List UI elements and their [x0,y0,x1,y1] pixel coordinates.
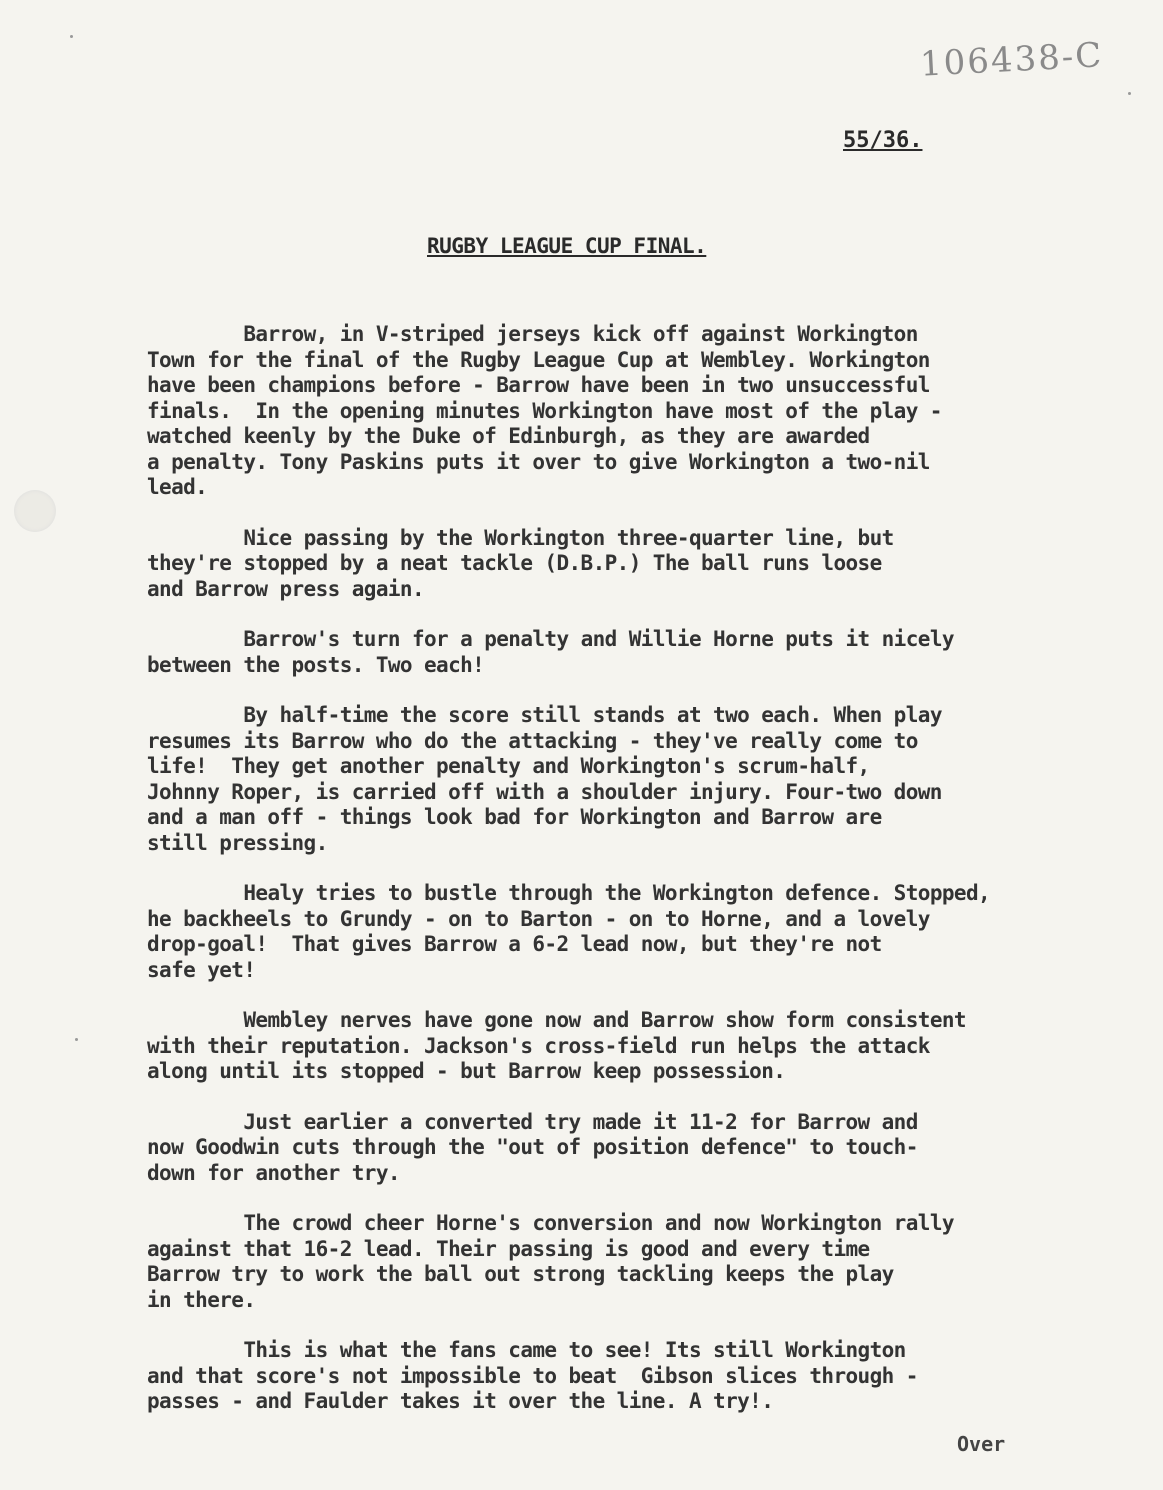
paragraph: Barrow's turn for a penalty and Willie Horne puts it nicely between the posts. Two each! [147,627,954,677]
paragraph: Healy tries to bustle through the Workington defence. Stopped, he backheels to Grundy - on to Barton - on to Horne, and a lovely drop-goal! That gives Barrow a 6-2 lead now, but they're not safe yet! [147,881,991,982]
punch-hole [14,490,56,532]
paragraph: Just earlier a converted try made it 11-2 for Barrow and now Goodwin cuts through the "out of position defence" to touch- down for another try. [147,1109,918,1185]
handwritten-reference: 106438-C [919,35,1105,85]
document-title: RUGBY LEAGUE CUP FINAL. [427,234,707,258]
reference-number: 55/36. [843,128,923,153]
paragraph: This is what the fans came to see! Its still Workington and that score's not impossible to beat Gibson slices through - passes - and Faulder takes it over the line. A try!. [147,1338,918,1413]
paragraph: The crowd cheer Horne's conversion and now Workington rally against that 16-2 lead. Their passing is good and every time Barrow try to work the ball out strong tackling keeps the play in there. [147,1211,954,1312]
speck [75,1038,78,1041]
over-note: Over [957,1432,1006,1456]
paragraph: By half-time the score still stands at two each. When play resumes its Barrow who do the attacking - they've really come to life! They get another penalty and Workington's scrum-half, Johnny Roper, is carried off with a shoulder injury. Four-two down and a man off - things look bad for Workington and Barrow are still pressing. [147,703,942,855]
speck [70,35,73,38]
paragraph: Nice passing by the Workington three-quarter line, but they're stopped by a neat tackle (D.B.P.) The ball runs loose and Barrow press again. [147,525,894,601]
body-text [147,322,1147,1440]
paragraph: Wembley nerves have gone now and Barrow show form consistent with their reputation. Jackson's cross-field run helps the attack along until its stopped - but Barrow keep possession. [147,1008,966,1083]
paragraph: Barrow, in V-striped jerseys kick off against Workington Town for the final of the Rugby League Cup at Wembley. Workington have been champions before - Barrow have been in two unsuccessful finals. In the opening minutes Workington have most of the play - watched keenly by the Duke of Edinburgh, as they are awarded a penalty. Tony Paskins puts it over to give Workington a two-nil lead. [147,322,942,499]
speck [1128,92,1131,95]
